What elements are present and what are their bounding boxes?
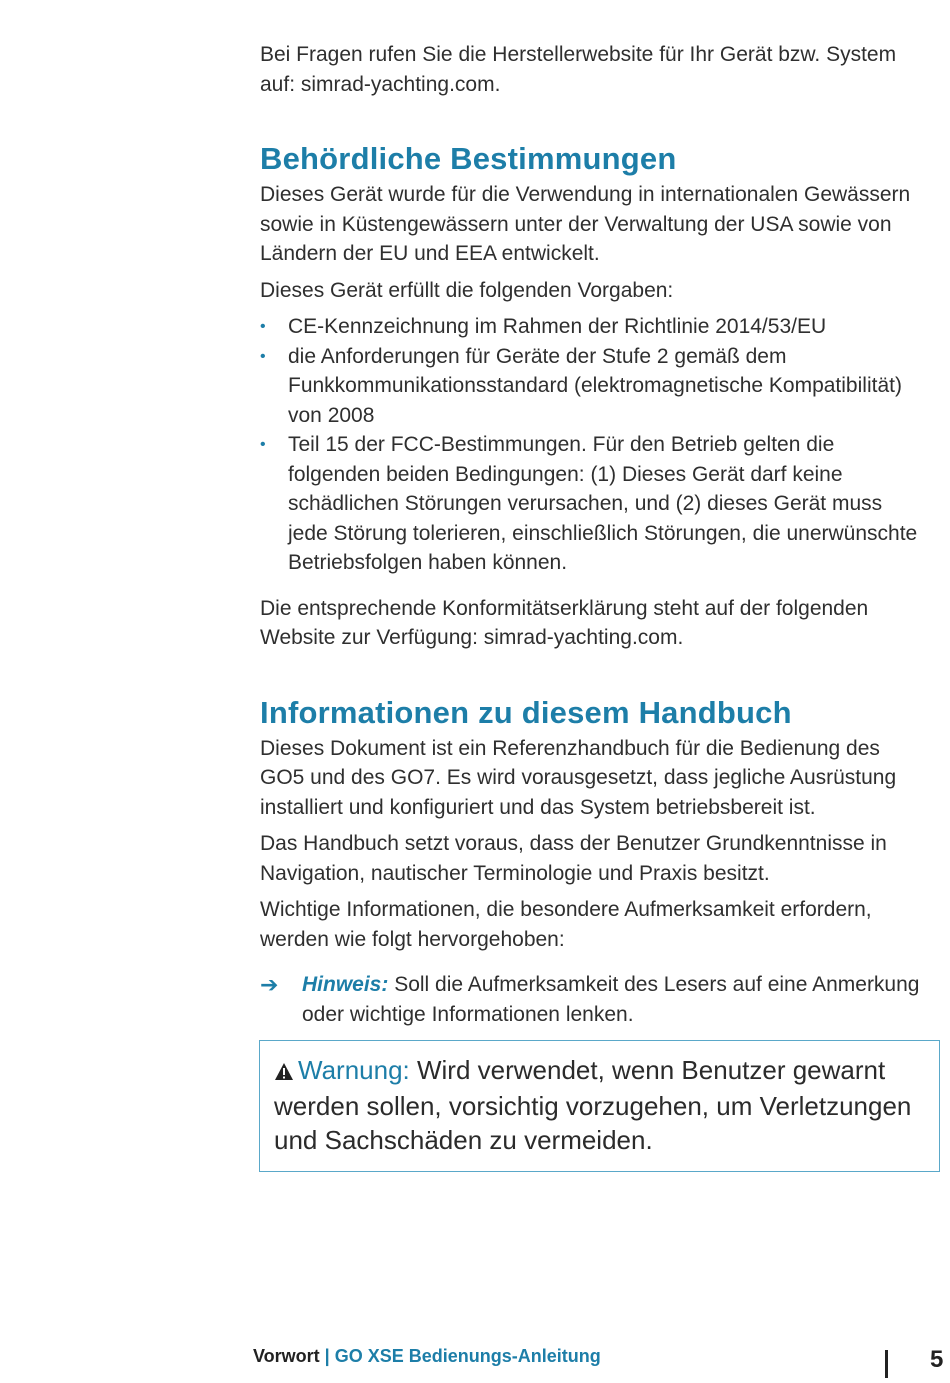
section-heading-regulations: Behördliche Bestimmungen (260, 141, 677, 176)
note-block (260, 970, 920, 1029)
page-number: 5 (930, 1346, 944, 1373)
footer-section: Vorwort (253, 1346, 320, 1366)
manual-paragraph-1: Dieses Dokument ist ein Referenzhandbuch für die Bedienung des GO5 und des GO7. Es wird vorausgesetzt, dass jegliche Ausrüstung installiert und konfiguriert und das System betriebsbereit ist. (260, 736, 897, 819)
page-footer (253, 1346, 601, 1367)
note-label: Hinweis: (302, 973, 389, 996)
bullet-icon: • (260, 436, 266, 453)
footer-divider (885, 1350, 888, 1378)
warning-triangle-icon (274, 1055, 294, 1089)
section-heading-manual-info: Informationen zu diesem Handbuch (260, 694, 792, 730)
warning-box (259, 1040, 940, 1172)
regulations-paragraph-2: Dieses Gerät erfüllt die folgenden Vorgaben: (260, 278, 674, 302)
bullet-icon: • (260, 347, 266, 365)
regulations-list (260, 312, 920, 578)
list-item: • CE-Kennzeichnung im Rahmen der Richtlinie 2014/53/EU (260, 312, 920, 342)
regulations-paragraph-1: Dieses Gerät wurde für die Verwendung in internationalen Gewässern sowie in Küstengewässern unter der Verwaltung der USA sowie von Ländern der EU und EEA entwickelt. (260, 183, 911, 265)
manual-paragraph-3: Wichtige Informationen, die besondere Aufmerksamkeit erfordern, werden wie folgt hervorgehoben: (260, 898, 872, 951)
arrow-right-icon: ➔ (260, 972, 279, 997)
list-item: • die Anforderungen für Geräte der Stufe 2 gemäß dem Funkkommunikationsstandard (elektromagnetische Kompatibilität) von 2008 (260, 342, 920, 431)
bullet-icon: • (260, 318, 266, 335)
footer-separator: | (319, 1346, 335, 1366)
note-text: Soll die Aufmerksamkeit des Lesers auf eine Anmerkung oder wichtige Informationen lenken. (302, 973, 920, 1026)
footer-doc-title: GO XSE Bedienungs-Anleitung (334, 1346, 601, 1366)
regulations-paragraph-3: Die entsprechende Konformitätserklärung steht auf der folgenden Website zur Verfügung: simrad-yachting.com. (260, 596, 869, 649)
list-item: • Teil 15 der FCC-Bestimmungen. Für den Betrieb gelten die folgenden beiden Bedingungen: (1) Dieses Gerät darf keine schädlichen Störungen verursachen, und (2) dieses Gerät muss jede Störung tolerieren, einschließlich Störungen, die unerwünschte Betriebsfolgen haben können. (260, 430, 920, 578)
warning-text: Wird verwendet, wenn Benutzer gewarnt werden sollen, vorsichtig vorzugehen, um Verletzungen und Sachschäden zu vermeiden. (274, 1055, 912, 1155)
warning-label: Warnung: (298, 1055, 410, 1085)
page-content (260, 40, 920, 1029)
manual-paragraph-2: Das Handbuch setzt voraus, dass der Benutzer Grundkenntnisse in Navigation, nautischer Terminologie und Praxis besitzt. (260, 832, 887, 885)
intro-paragraph: Bei Fragen rufen Sie die Herstellerwebsite für Ihr Gerät bzw. System auf: simrad-yachting.com. (260, 43, 897, 96)
